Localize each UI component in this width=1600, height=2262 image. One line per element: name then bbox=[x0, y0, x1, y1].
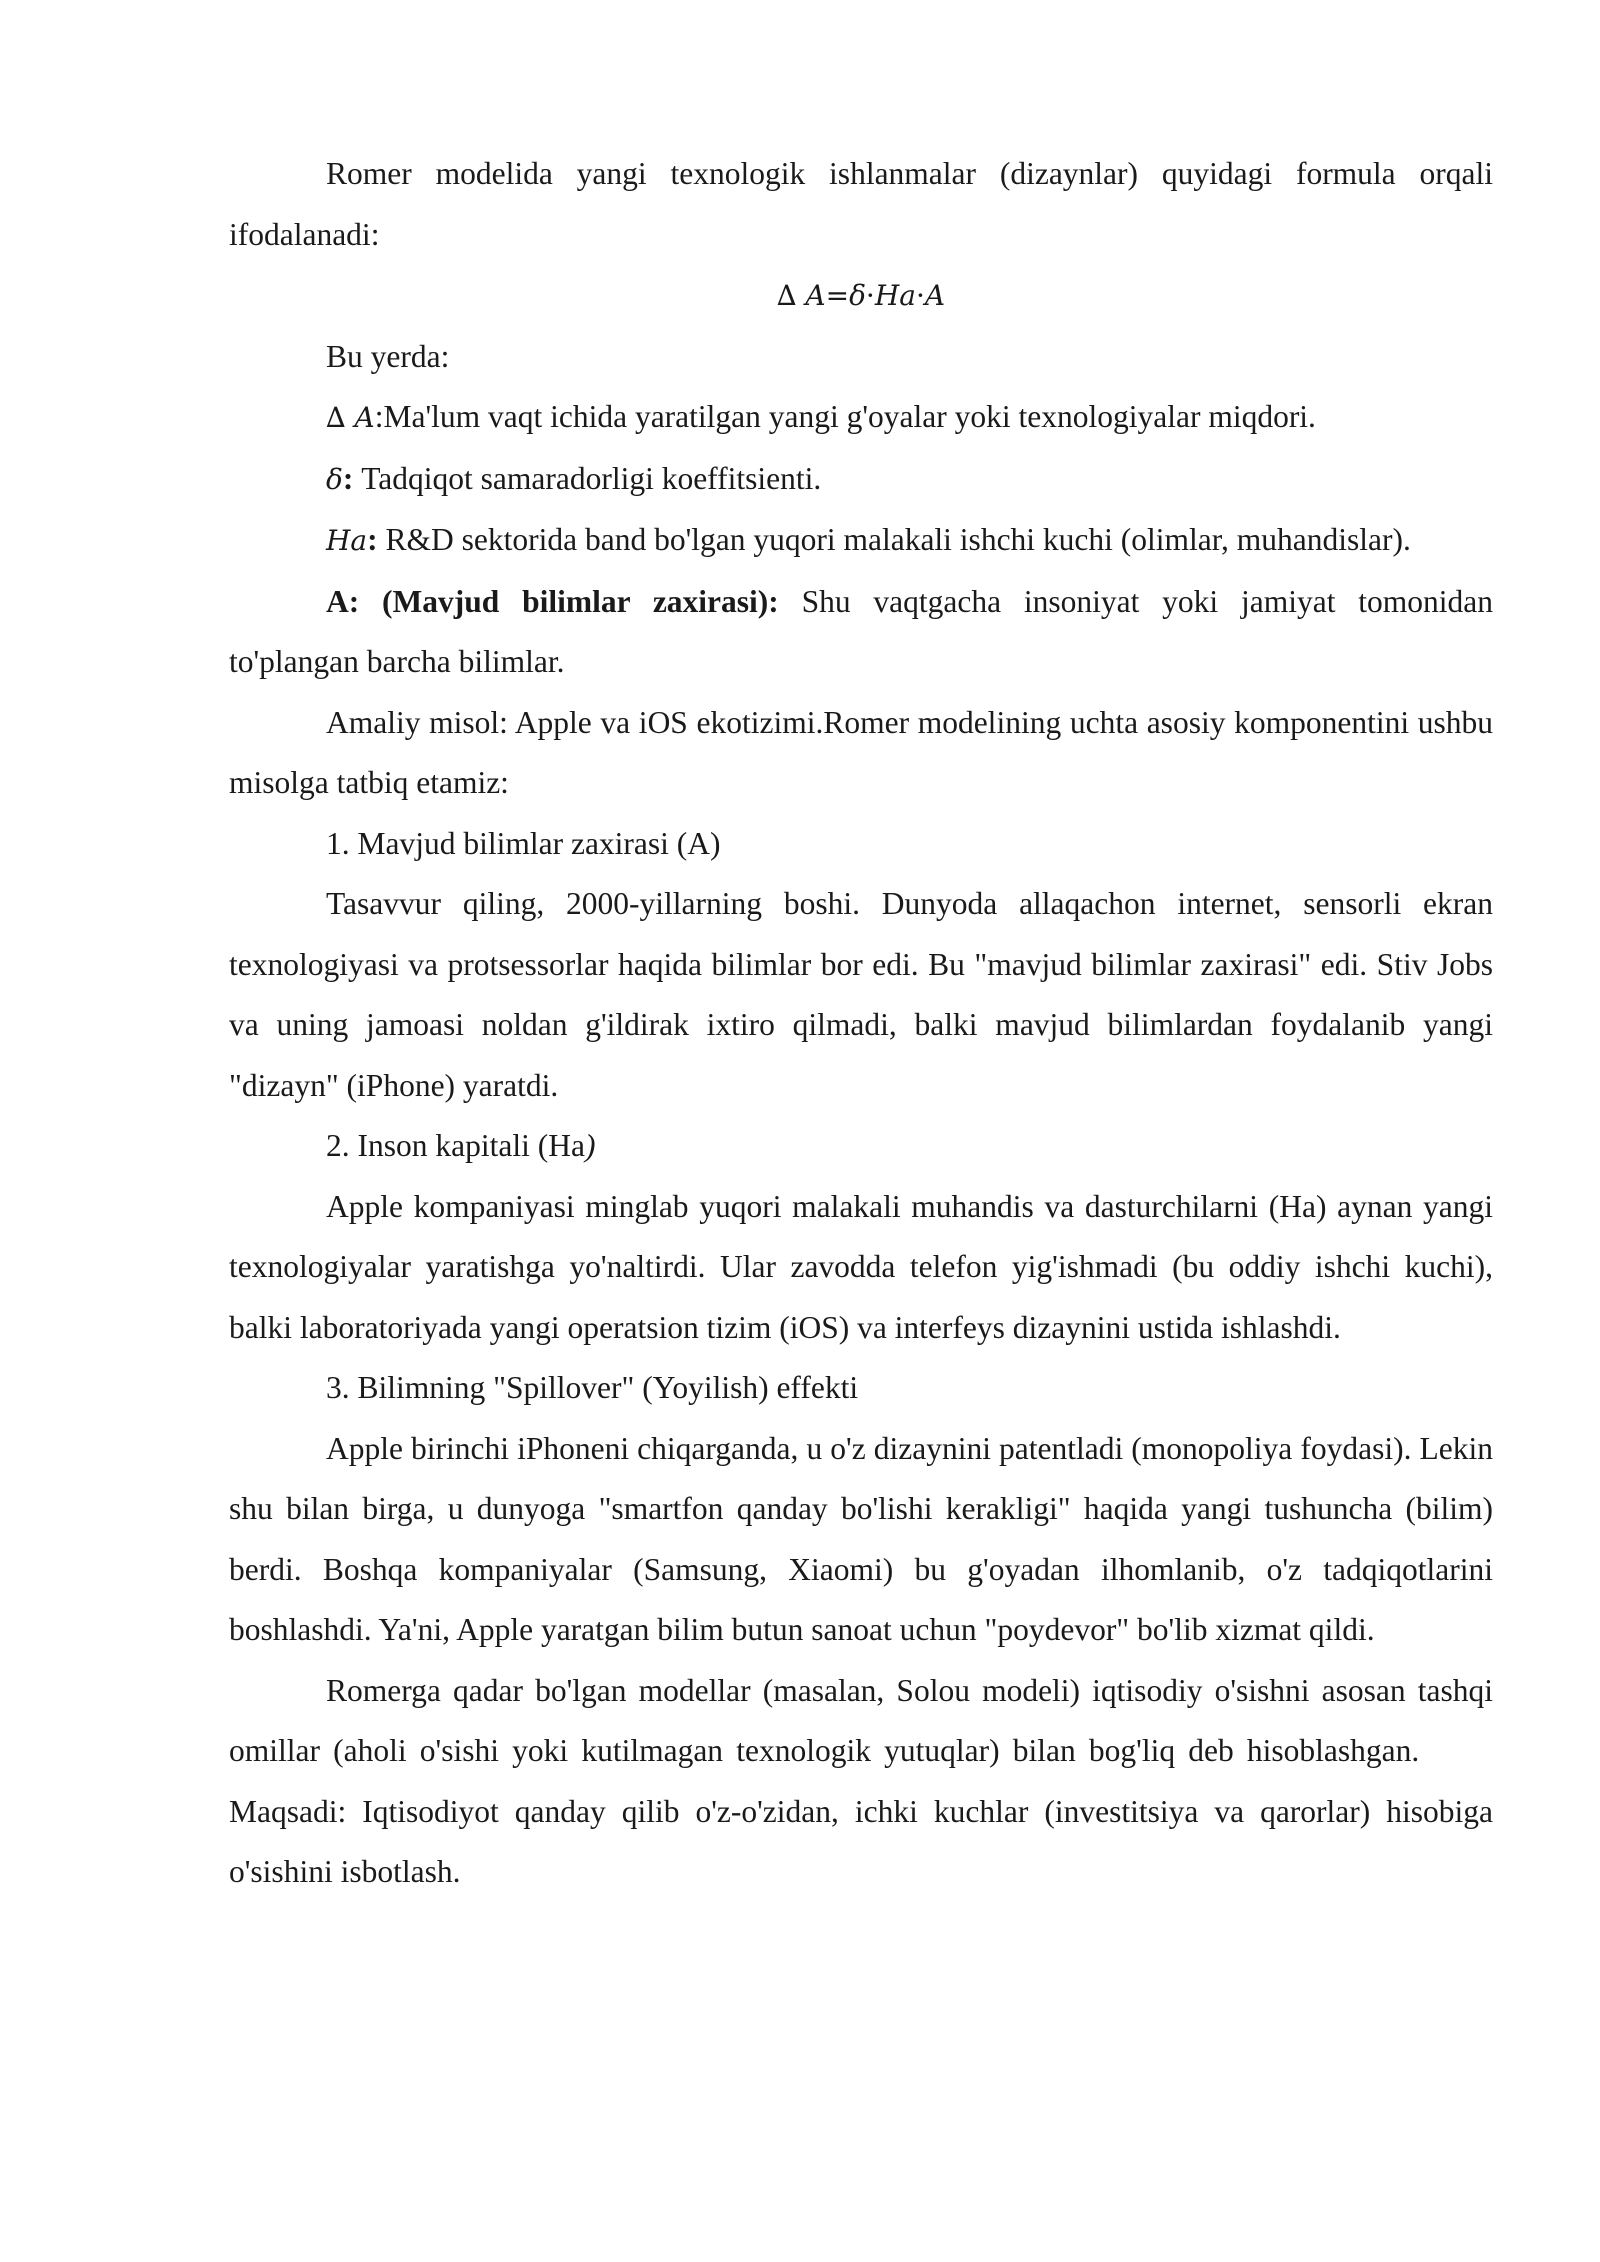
conclusion-part-2: Maqsadi: Iqtisodiyot qanday qilib o'z-o'zidan, ichki kuchlar (investitsiya va qarorlar) hisobiga o'sishini isbotlash. bbox=[229, 1793, 1493, 1889]
definition-ha bbox=[229, 510, 1493, 572]
paragraph-example-intro: Amaliy misol: Apple va iOS ekotizimi.Romer modelining uchta asosiy komponentini ushbu misolga tatbiq etamiz: bbox=[229, 704, 1493, 800]
def-ha-sym: Ha bbox=[326, 524, 368, 557]
def-a-bold: A: (Mavjud bilimlar zaxirasi): bbox=[326, 583, 779, 619]
formula-delta: ∆ bbox=[776, 279, 797, 312]
formula-dot-1: · bbox=[865, 279, 875, 312]
heading-human-capital bbox=[229, 1116, 1493, 1177]
def-a-text: Shu vaqtgacha insoniyat yoki jamiyat tomonidan to'plangan barcha bilimlar. bbox=[229, 583, 1493, 679]
definition-delta-a bbox=[229, 387, 1493, 449]
def-delta-symbol: ∆ bbox=[326, 401, 346, 434]
formula bbox=[229, 265, 1493, 327]
formula-delta-sym: δ bbox=[849, 279, 866, 312]
paragraph-conclusion bbox=[229, 1661, 1493, 1903]
definition-a bbox=[229, 572, 1493, 693]
paragraph-spillover: Apple birinchi iPhoneni chiqarganda, u o'z dizaynini patentladi (monopoliya foydasi). Lekin shu bilan birga, u dunyoga "smartfon qanday bo'lishi kerakligi" haqida yangi tushuncha (bilim) berdi. Boshqa kompaniyalar (Samsung, Xiaomi) bu g'oyadan ilhomlanib, o'z tadqiqotlarini boshlashdi. Ya'ni, Apple yaratgan bilim butun sanoat uchun "poydevor" bo'lib xizmat qildi. bbox=[229, 1430, 1493, 1647]
def-ha-colon: : bbox=[367, 522, 378, 557]
paragraph-knowledge-stock: Tasavvur qiling, 2000-yillarning boshi. Dunyoda allaqachon internet, sensorli ekran texnologiyasi va protsessorlar haqida bilimlar bor edi. Bu "mavjud bilimlar zaxirasi" edi. Stiv Jobs va uning jamoasi noldan g'ildirak ixtiro qilmadi, balki mavjud bilimlardan foydalanib yangi "dizayn" (iPhone) yaratdi. bbox=[229, 886, 1493, 1103]
document-page bbox=[229, 144, 1493, 1903]
def-delta-text: Tadqiqot samaradorligi koeffitsienti. bbox=[353, 460, 822, 496]
paragraph-human-capital: Apple kompaniyasi minglab yuqori malakali muhandis va dasturchilarni (Ha) aynan yangi texnologiyalar yaratishga yo'naltirdi. Ular zavodda telefon yig'ishmadi (bu oddiy ishchi kuchi), balki laboratoriyada yangi operatsion tizim (iOS) va interfeys dizaynini ustida ishlashdi. bbox=[229, 1188, 1493, 1345]
def-delta-colon: : bbox=[342, 460, 354, 496]
paragraph-intro: Romer modelida yangi texnologik ishlanmalar (dizaynlar) quyidagi formula orqali ifodalanadi: bbox=[229, 156, 1493, 252]
conclusion-part-1: Romerga qadar bo'lgan modellar (masalan, Solou modeli) iqtisodiy o'sishni asosan tashqi omillar (aholi o'sishi yoki kutilmagan texnologik yutuqlar) bilan bog'liq deb hisoblashgan. bbox=[229, 1672, 1493, 1768]
def-ha-text: R&D sektorida band bo'lgan yuqori malakali ishchi kuchi (olimlar, muhandislar). bbox=[377, 522, 1411, 557]
def-delta-a-text: :Ma'lum vaqt ichida yaratilgan yangi g'oyalar yoki texnologiyalar miqdori. bbox=[374, 399, 1316, 434]
heading-human-capital-paren: ) bbox=[584, 1128, 596, 1163]
definition-delta bbox=[229, 449, 1493, 511]
formula-ha: Ha bbox=[874, 279, 916, 312]
heading-human-capital-text: 2. Inson kapitali (Ha bbox=[326, 1128, 585, 1163]
formula-lhs: A bbox=[805, 279, 826, 312]
def-a-symbol: A bbox=[354, 401, 375, 434]
formula-a: A bbox=[924, 279, 946, 312]
def-delta-sym: δ bbox=[326, 462, 343, 496]
formula-dot-2: · bbox=[915, 279, 925, 312]
heading-spillover: 3. Bilimning "Spillover" (Yoyilish) effekti bbox=[326, 1370, 859, 1405]
paragraph-bu-yerda: Bu yerda: bbox=[326, 338, 450, 374]
formula-eq: = bbox=[825, 279, 850, 312]
heading-knowledge-stock: 1. Mavjud bilimlar zaxirasi (A) bbox=[326, 825, 721, 861]
